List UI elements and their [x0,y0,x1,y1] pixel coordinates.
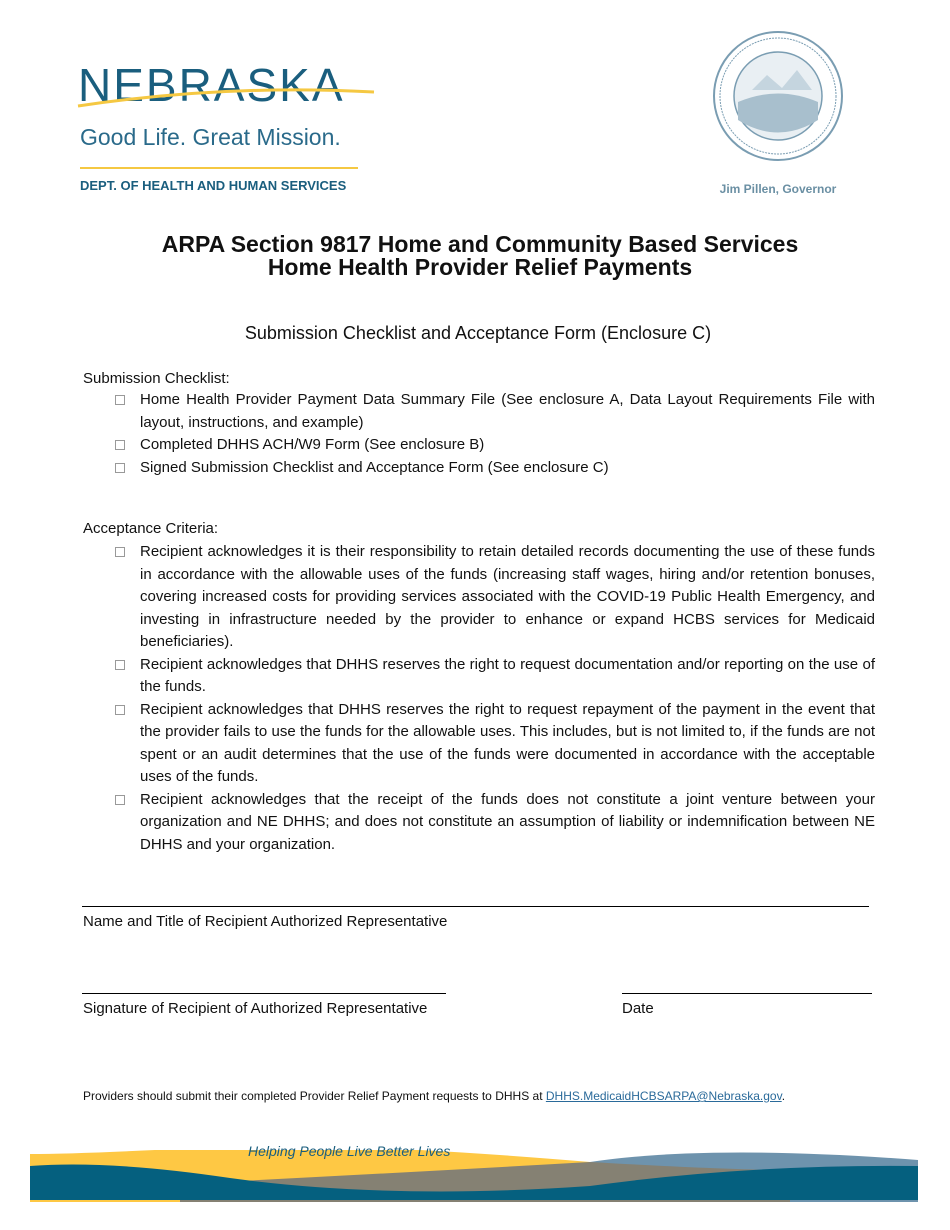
nebraska-logo: NEBRASKA [78,59,345,111]
checklist-item [115,457,875,480]
checklist-item [115,434,875,457]
item-text: Completed DHHS ACH/W9 Form (See enclosure B) [140,436,485,453]
item-text: Recipient acknowledges that DHHS reserves the right to request repayment of the payment in the event that the provider fails to use the funds for the allowable uses. This includes, but is not limited to, if the funds are not spent or an audit determines that the use of the funds were documented in accordance with the acceptable uses of the funds. [140,700,875,785]
submission-note [83,1089,785,1103]
acceptance-list [115,541,875,856]
checkbox[interactable] [115,705,125,715]
title-line-1: ARPA Section 9817 Home and Community Based Services [161,231,799,257]
checkbox[interactable] [115,547,125,557]
logo-swoosh [76,80,376,110]
item-text: Recipient acknowledges that the receipt of the funds does not constitute a joint venture between your organization and NE DHHS; and does not constitute an assumption of liability or indemnification between NE DHHS and your organization. [140,790,875,853]
footer-wave-banner [30,1150,918,1202]
checkbox[interactable] [115,660,125,670]
checkbox[interactable] [115,463,125,473]
acceptance-item [115,541,875,654]
checklist-heading: Submission Checklist: [83,370,230,387]
document-subtitle: Submission Checklist and Acceptance Form (Enclosure C) [244,323,712,343]
checklist-list [115,389,875,479]
tagline: Good Life. Great Mission. [80,124,341,150]
note-text: Providers should submit their completed Provider Relief Payment requests to DHHS at [83,1089,546,1103]
checkbox[interactable] [115,395,125,405]
signature-line[interactable] [82,993,446,994]
checkbox[interactable] [115,795,125,805]
governor-name: Jim Pillen, Governor [719,182,837,196]
acceptance-item [115,654,875,699]
date-label: Date [622,1000,654,1017]
email-link[interactable]: DHHS.MedicaidHCBSARPA@Nebraska.gov [545,1089,782,1103]
name-title-label: Name and Title of Recipient Authorized Representative [83,913,448,930]
checklist-item [115,389,875,434]
item-text: Home Health Provider Payment Data Summary File (See enclosure A, Data Layout Requirements File with layout, instructions, and example) [140,391,875,431]
item-text: Signed Submission Checklist and Acceptance Form (See enclosure C) [140,458,609,476]
signature-label: Signature of Recipient of Authorized Representative [83,1000,428,1017]
date-line[interactable] [622,993,872,994]
item-text: Recipient acknowledges that DHHS reserves the right to request documentation and/or reporting on the use of the funds. [140,655,875,695]
document-title [0,233,950,279]
state-seal-icon [712,30,844,162]
acceptance-item [115,699,875,789]
acceptance-item [115,789,875,857]
title-line-2: Home Health Provider Relief Payments [267,254,693,280]
checkbox[interactable] [115,440,125,450]
department-name: DEPT. OF HEALTH AND HUMAN SERVICES [80,178,347,193]
divider [80,167,358,169]
note-period: . [781,1089,786,1103]
acceptance-heading: Acceptance Criteria: [83,520,219,537]
name-title-line[interactable] [82,906,869,907]
footer-slogan: Helping People Live Better Lives [248,1143,451,1159]
item-text: Recipient acknowledges it is their responsibility to retain detailed records documenting the use of these funds in accordance with the allowable uses of the funds (increasing staff wages, hiring and/or retention bonuses, covering increased costs for providing services associated with the COVID-19 Public Health Emergency, and investing in infrastructure needed by the provider to enhance or expand HCBS services for Medicaid beneficiaries). [140,543,875,650]
